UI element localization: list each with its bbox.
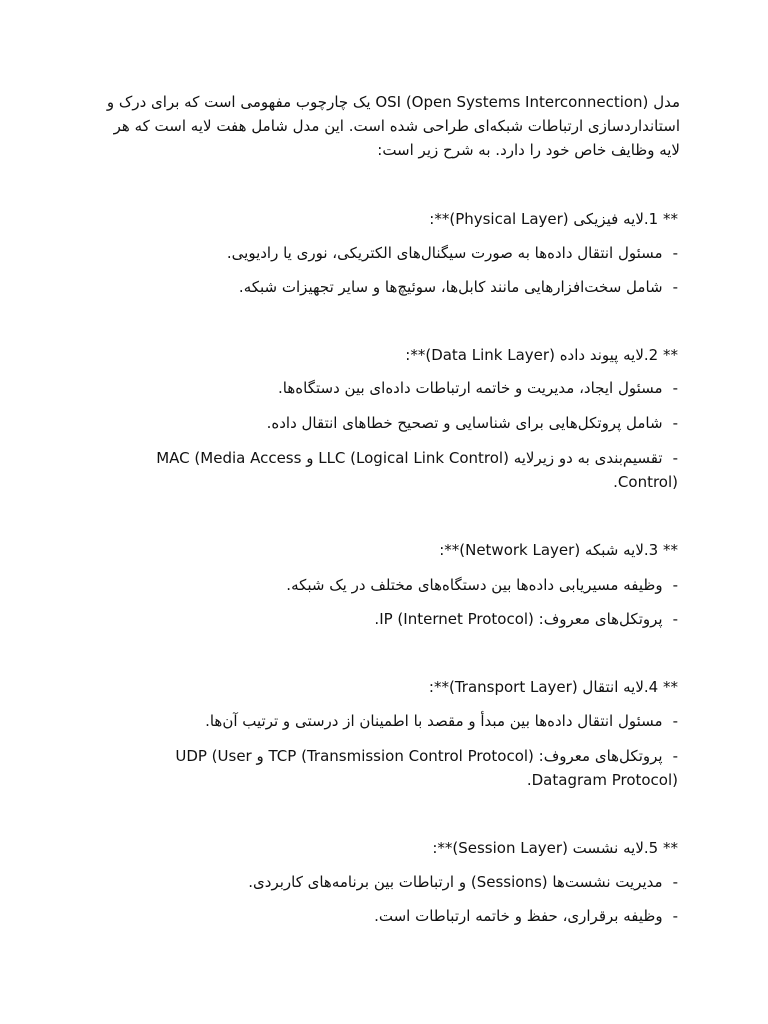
layer-5-bullet-1 xyxy=(248,870,678,894)
bullet-text: وظیفه مسیریابی داده‌ها بین دستگاه‌های مختلف در یک شبکه. xyxy=(286,576,663,594)
layer-1-bullet-1 xyxy=(227,241,678,265)
layer-5-heading: ** 5.لایه نشست (Session Layer)**: xyxy=(432,839,678,857)
layer-2-bullet-2 xyxy=(267,411,678,435)
layer-4-bullet-2 xyxy=(148,744,678,792)
bullet-marker: - xyxy=(672,747,678,765)
layer-4-bullet-1 xyxy=(205,709,678,733)
bullet-text: پروتکل‌های معروف: IP (Internet Protocol). xyxy=(374,610,663,628)
bullet-text: مسئول ایجاد، مدیریت و خاتمه ارتباطات داده‌ای بین دستگاه‌ها. xyxy=(278,379,663,397)
bullet-marker: - xyxy=(672,449,678,467)
layer-2-bullet-3 xyxy=(148,446,678,494)
bullet-marker: - xyxy=(672,414,678,432)
bullet-marker: - xyxy=(672,873,678,891)
layer-5-bullet-2 xyxy=(374,904,678,928)
bullet-marker: - xyxy=(672,576,678,594)
bullet-text: شامل پروتکل‌هایی برای شناسایی و تصحیح خطاهای انتقال داده. xyxy=(266,414,663,432)
bullet-text: شامل سخت‌افزارهایی مانند کابل‌ها، سوئیچ‌ها و سایر تجهیزات شبکه. xyxy=(238,278,663,296)
bullet-text: وظیفه برقراری، حفظ و خاتمه ارتباطات است. xyxy=(374,907,663,925)
layer-3-heading: ** 3.لایه شبکه (Network Layer)**: xyxy=(439,541,678,559)
bullet-marker: - xyxy=(672,379,678,397)
bullet-marker: - xyxy=(672,712,678,730)
bullet-marker: - xyxy=(672,610,678,628)
bullet-text: مدیریت نشست‌ها (Sessions) و ارتباطات بین برنامه‌های کاربردی. xyxy=(248,873,663,891)
layer-2-bullet-1 xyxy=(278,376,678,400)
layer-3-bullet-2 xyxy=(374,607,678,631)
bullet-text: مسئول انتقال داده‌ها به صورت سیگنال‌های الکتریکی، نوری یا رادیویی. xyxy=(226,244,663,262)
bullet-marker: - xyxy=(672,244,678,262)
layer-1-heading: ** 1.لایه فیزیکی (Physical Layer)**: xyxy=(429,210,678,228)
intro-paragraph: مدل OSI (Open Systems Interconnection) یک چارچوب مفهومی است که برای درک و استانداردسازی ارتباطات شبکه‌ای طراحی شده است. این مدل شامل هفت لایه است که هر لایه وظایف خاص خود را دارد. به شرح زیر است: xyxy=(106,93,680,159)
bullet-text: پروتکل‌های معروف: TCP (Transmission Control Protocol) و UDP (User Datagram Protocol). xyxy=(175,747,678,789)
bullet-text: مسئول انتقال داده‌ها بین مبدأ و مقصد با اطمینان از درستی و ترتیب آن‌ها. xyxy=(205,712,663,730)
layer-4-heading: ** 4.لایه انتقال (Transport Layer)**: xyxy=(428,678,678,696)
bullet-marker: - xyxy=(672,907,678,925)
layer-3-bullet-1 xyxy=(286,573,678,597)
layer-1-bullet-2 xyxy=(239,275,678,299)
bullet-text: تقسیم‌بندی به دو زیرلایه LLC (Logical Link Control) و MAC (Media Access Control). xyxy=(156,449,678,491)
bullet-marker: - xyxy=(672,278,678,296)
layer-2-heading: ** 2.لایه پیوند داده (Data Link Layer)**: xyxy=(405,346,678,364)
